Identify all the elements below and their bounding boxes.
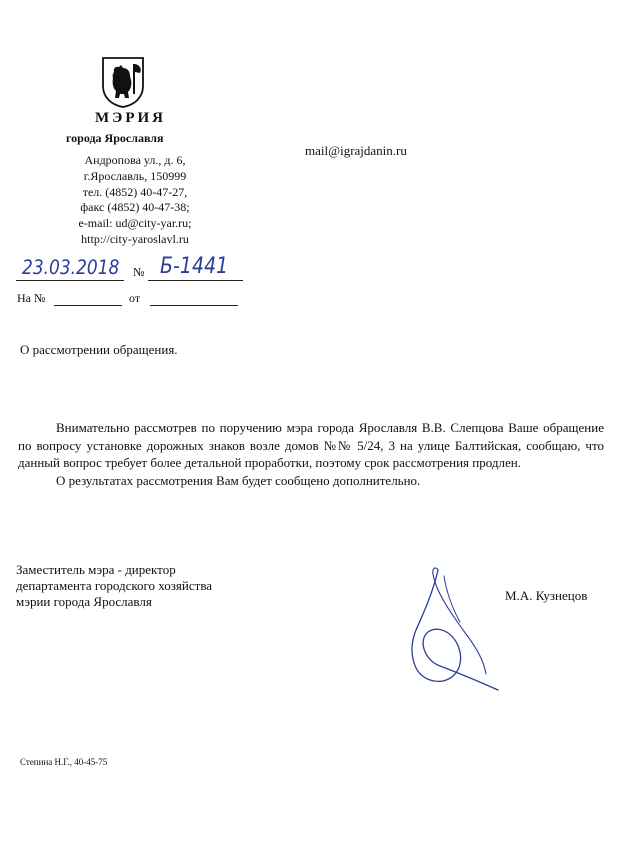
- signatory-position: [16, 562, 212, 610]
- reference-date-label: от: [129, 291, 141, 305]
- registration-date: 23.03.2018: [22, 256, 120, 280]
- number-underline: [148, 280, 243, 281]
- body-paragraph: Внимательно рассмотрев по поручению мэра города Ярославля В.В. Слепцова Ваше обращение по вопросу установке дорожных знаков возле домов №№ 5/24, 3 на улице Балтийская, сообщаю, что данный вопрос требует более детальной проработки, поэтому срок рассмотрения продлен.: [18, 420, 604, 470]
- address-phone: тел. (4852) 40-47-27,: [82, 184, 188, 199]
- handwritten-signature: [400, 562, 500, 692]
- letter-body: [18, 419, 604, 489]
- address-website: http://city-yaroslavl.ru: [81, 231, 189, 246]
- address-city: г.Ярославль, 150999: [83, 168, 187, 183]
- position-line: Заместитель мэра - директор: [16, 562, 176, 577]
- letter-subject: О рассмотрении обращения.: [20, 342, 178, 357]
- org-title: МЭРИЯ: [95, 110, 166, 126]
- signatory-name: М.А. Кузнецов: [505, 588, 588, 603]
- executor-info: Степина Н.Г., 40-45-75: [20, 757, 108, 767]
- registration-number: Б-1441: [160, 253, 229, 279]
- position-line: мэрии города Ярославля: [16, 594, 152, 609]
- address-street: Андропова ул., д. 6,: [84, 153, 186, 167]
- reference-number-label: На №: [17, 291, 46, 305]
- reference-number-blank: [54, 305, 122, 306]
- org-subtitle: города Ярославля: [66, 131, 164, 145]
- recipient-email: mail@igrajdanin.ru: [305, 143, 407, 158]
- address-fax: факс (4852) 40-47-38;: [80, 200, 190, 215]
- org-address: [60, 153, 210, 248]
- yaroslavl-bear-emblem-icon: [100, 56, 146, 108]
- position-line: департамента городского хозяйства: [16, 578, 213, 593]
- date-underline: [16, 280, 124, 281]
- address-email: e-mail: ud@city-yar.ru;: [78, 216, 192, 231]
- reference-date-blank: [150, 305, 238, 306]
- body-paragraph: О результатах рассмотрения Вам будет сообщено дополнительно.: [56, 472, 421, 488]
- number-symbol: №: [133, 265, 145, 279]
